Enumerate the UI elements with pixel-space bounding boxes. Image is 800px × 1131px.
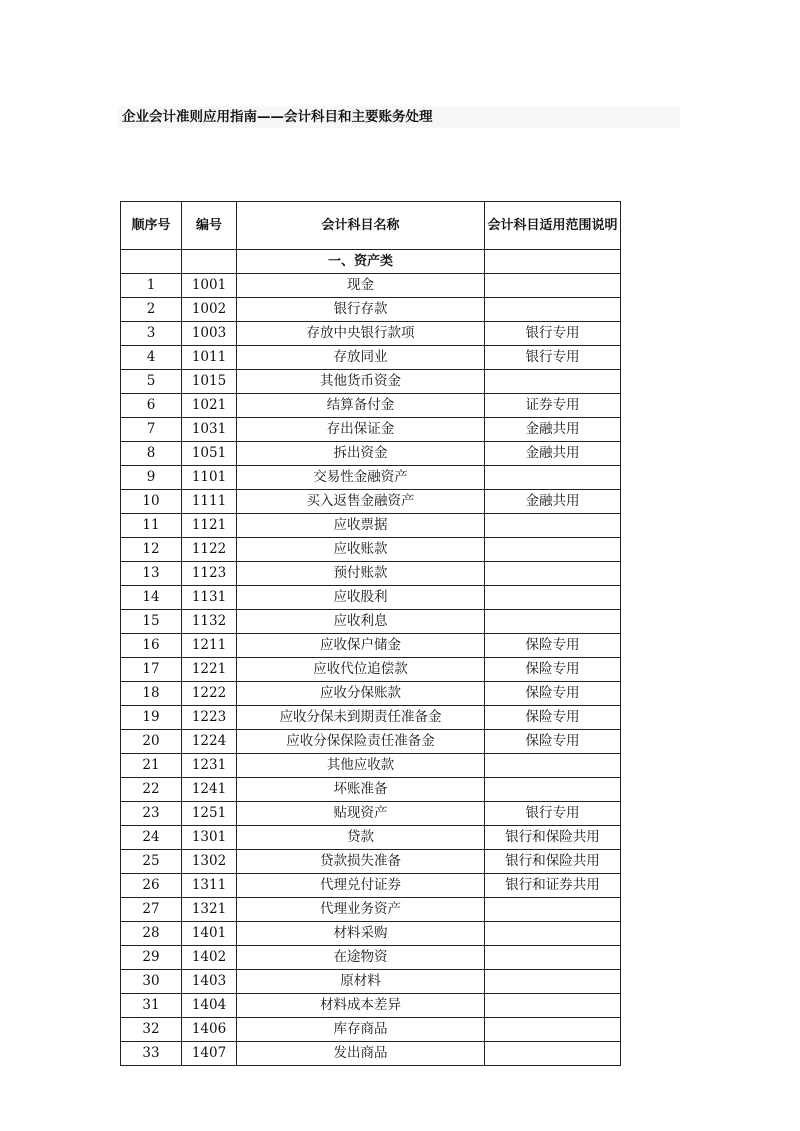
- table-row: [121, 922, 621, 946]
- table-row: [121, 562, 621, 586]
- cell-seq: 17: [121, 658, 182, 682]
- cell-name: 材料采购: [237, 922, 485, 946]
- cell-seq: 2: [121, 298, 182, 322]
- table-row: [121, 970, 621, 994]
- table-row: [121, 538, 621, 562]
- cell-name: 应收股利: [237, 586, 485, 610]
- cell-code: 1021: [182, 394, 237, 418]
- cell-name: 贷款: [237, 826, 485, 850]
- cell-seq: 21: [121, 754, 182, 778]
- table-row: [121, 1042, 621, 1066]
- cell-code: 1407: [182, 1042, 237, 1066]
- table-header-row: [121, 202, 621, 250]
- cell-code: 1002: [182, 298, 237, 322]
- table-row: [121, 802, 621, 826]
- cell-scope: 银行和证券共用: [485, 874, 621, 898]
- cell-seq: 8: [121, 442, 182, 466]
- cell-code: 1051: [182, 442, 237, 466]
- cell-code: 1123: [182, 562, 237, 586]
- cell-seq: 22: [121, 778, 182, 802]
- cell-name: 应收利息: [237, 610, 485, 634]
- table-row: [121, 298, 621, 322]
- cell-scope: 保险专用: [485, 706, 621, 730]
- cell-name: 在途物资: [237, 946, 485, 970]
- cell-name: 现金: [237, 274, 485, 298]
- cell-name: 交易性金融资产: [237, 466, 485, 490]
- cell-scope: [485, 466, 621, 490]
- cell-name: 代理兑付证券: [237, 874, 485, 898]
- cell-scope: [485, 1042, 621, 1066]
- cell-seq: 18: [121, 682, 182, 706]
- cell-scope: [485, 298, 621, 322]
- cell-scope: [485, 922, 621, 946]
- cell-seq: 23: [121, 802, 182, 826]
- cell-seq: 24: [121, 826, 182, 850]
- cell-seq: 6: [121, 394, 182, 418]
- cell-seq: 3: [121, 322, 182, 346]
- cell-code: 1301: [182, 826, 237, 850]
- table-row: [121, 778, 621, 802]
- cell-scope: 银行专用: [485, 346, 621, 370]
- table-row: [121, 1018, 621, 1042]
- cell-code: 1403: [182, 970, 237, 994]
- category-label: 一、资产类: [237, 250, 485, 274]
- cell-code: 1222: [182, 682, 237, 706]
- cell-scope: 银行专用: [485, 802, 621, 826]
- cell-scope: 保险专用: [485, 634, 621, 658]
- cell-code: 1031: [182, 418, 237, 442]
- table-row: [121, 274, 621, 298]
- table-row: [121, 754, 621, 778]
- cell-seq: 7: [121, 418, 182, 442]
- table-row: [121, 370, 621, 394]
- cell-name: 应收票据: [237, 514, 485, 538]
- table-row: [121, 658, 621, 682]
- table-row: [121, 946, 621, 970]
- cell-code: 1231: [182, 754, 237, 778]
- cell-scope: [485, 610, 621, 634]
- cell-name: 发出商品: [237, 1042, 485, 1066]
- cell-seq: 32: [121, 1018, 182, 1042]
- cell-scope: [485, 778, 621, 802]
- cell-code: 1121: [182, 514, 237, 538]
- category-row: [121, 250, 621, 274]
- cell-seq: 16: [121, 634, 182, 658]
- cell-name: 买入返售金融资产: [237, 490, 485, 514]
- cell-code: 1132: [182, 610, 237, 634]
- cell-name: 拆出资金: [237, 442, 485, 466]
- cell-name: 其他应收款: [237, 754, 485, 778]
- cell-seq: 5: [121, 370, 182, 394]
- category-code-cell: [182, 250, 237, 274]
- cell-scope: [485, 1018, 621, 1042]
- table-row: [121, 418, 621, 442]
- cell-code: 1001: [182, 274, 237, 298]
- cell-scope: 证券专用: [485, 394, 621, 418]
- cell-name: 存放同业: [237, 346, 485, 370]
- cell-scope: 银行和保险共用: [485, 850, 621, 874]
- cell-scope: 银行专用: [485, 322, 621, 346]
- table-row: [121, 730, 621, 754]
- cell-seq: 27: [121, 898, 182, 922]
- table-row: [121, 442, 621, 466]
- header-scope: 会计科目适用范围说明: [485, 202, 621, 250]
- cell-scope: [485, 274, 621, 298]
- cell-code: 1223: [182, 706, 237, 730]
- cell-seq: 10: [121, 490, 182, 514]
- cell-seq: 11: [121, 514, 182, 538]
- cell-name: 原材料: [237, 970, 485, 994]
- table-row: [121, 394, 621, 418]
- cell-name: 应收保户储金: [237, 634, 485, 658]
- cell-seq: 20: [121, 730, 182, 754]
- header-code: 编号: [182, 202, 237, 250]
- cell-name: 存放中央银行款项: [237, 322, 485, 346]
- table-row: [121, 994, 621, 1018]
- cell-name: 贴现资产: [237, 802, 485, 826]
- table-row: [121, 490, 621, 514]
- cell-scope: [485, 370, 621, 394]
- table-row: [121, 466, 621, 490]
- cell-seq: 19: [121, 706, 182, 730]
- table-body: [121, 250, 621, 1066]
- cell-seq: 14: [121, 586, 182, 610]
- cell-code: 1111: [182, 490, 237, 514]
- cell-seq: 31: [121, 994, 182, 1018]
- cell-scope: 金融共用: [485, 490, 621, 514]
- cell-code: 1015: [182, 370, 237, 394]
- cell-scope: 金融共用: [485, 442, 621, 466]
- table-row: [121, 898, 621, 922]
- cell-seq: 30: [121, 970, 182, 994]
- table-row: [121, 874, 621, 898]
- cell-code: 1406: [182, 1018, 237, 1042]
- cell-code: 1401: [182, 922, 237, 946]
- cell-code: 1131: [182, 586, 237, 610]
- cell-seq: 4: [121, 346, 182, 370]
- cell-code: 1251: [182, 802, 237, 826]
- cell-seq: 12: [121, 538, 182, 562]
- cell-code: 1402: [182, 946, 237, 970]
- cell-name: 应收分保账款: [237, 682, 485, 706]
- cell-scope: [485, 946, 621, 970]
- cell-seq: 1: [121, 274, 182, 298]
- cell-code: 1321: [182, 898, 237, 922]
- cell-code: 1003: [182, 322, 237, 346]
- cell-seq: 25: [121, 850, 182, 874]
- cell-name: 代理业务资产: [237, 898, 485, 922]
- cell-scope: [485, 514, 621, 538]
- cell-code: 1302: [182, 850, 237, 874]
- cell-scope: 保险专用: [485, 658, 621, 682]
- cell-scope: 保险专用: [485, 682, 621, 706]
- cell-seq: 9: [121, 466, 182, 490]
- cell-name: 存出保证金: [237, 418, 485, 442]
- cell-code: 1101: [182, 466, 237, 490]
- header-name: 会计科目名称: [237, 202, 485, 250]
- accounts-table: [120, 201, 621, 1066]
- cell-scope: [485, 754, 621, 778]
- cell-seq: 29: [121, 946, 182, 970]
- cell-name: 银行存款: [237, 298, 485, 322]
- cell-seq: 33: [121, 1042, 182, 1066]
- cell-name: 应收分保未到期责任准备金: [237, 706, 485, 730]
- cell-seq: 15: [121, 610, 182, 634]
- cell-name: 库存商品: [237, 1018, 485, 1042]
- table-row: [121, 850, 621, 874]
- cell-scope: [485, 538, 621, 562]
- cell-name: 材料成本差异: [237, 994, 485, 1018]
- cell-code: 1011: [182, 346, 237, 370]
- category-seq-cell: [121, 250, 182, 274]
- table-row: [121, 586, 621, 610]
- table-row: [121, 514, 621, 538]
- cell-code: 1211: [182, 634, 237, 658]
- cell-scope: [485, 970, 621, 994]
- cell-name: 应收账款: [237, 538, 485, 562]
- table-row: [121, 322, 621, 346]
- cell-seq: 26: [121, 874, 182, 898]
- cell-name: 应收代位追偿款: [237, 658, 485, 682]
- cell-scope: [485, 994, 621, 1018]
- table-row: [121, 346, 621, 370]
- cell-name: 坏账准备: [237, 778, 485, 802]
- cell-code: 1224: [182, 730, 237, 754]
- cell-name: 贷款损失准备: [237, 850, 485, 874]
- cell-code: 1122: [182, 538, 237, 562]
- cell-seq: 28: [121, 922, 182, 946]
- table-row: [121, 682, 621, 706]
- cell-code: 1311: [182, 874, 237, 898]
- table-row: [121, 610, 621, 634]
- table-row: [121, 706, 621, 730]
- cell-name: 预付账款: [237, 562, 485, 586]
- cell-seq: 13: [121, 562, 182, 586]
- header-seq: 顺序号: [121, 202, 182, 250]
- table-row: [121, 634, 621, 658]
- cell-scope: [485, 586, 621, 610]
- table-row: [121, 826, 621, 850]
- cell-scope: [485, 562, 621, 586]
- cell-name: 其他货币资金: [237, 370, 485, 394]
- cell-code: 1404: [182, 994, 237, 1018]
- category-scope-cell: [485, 250, 621, 274]
- cell-code: 1241: [182, 778, 237, 802]
- cell-scope: [485, 898, 621, 922]
- page-title: 企业会计准则应用指南——会计科目和主要账务处理: [118, 106, 680, 128]
- cell-name: 结算备付金: [237, 394, 485, 418]
- cell-scope: 金融共用: [485, 418, 621, 442]
- cell-name: 应收分保保险责任准备金: [237, 730, 485, 754]
- cell-scope: 保险专用: [485, 730, 621, 754]
- cell-code: 1221: [182, 658, 237, 682]
- cell-scope: 银行和保险共用: [485, 826, 621, 850]
